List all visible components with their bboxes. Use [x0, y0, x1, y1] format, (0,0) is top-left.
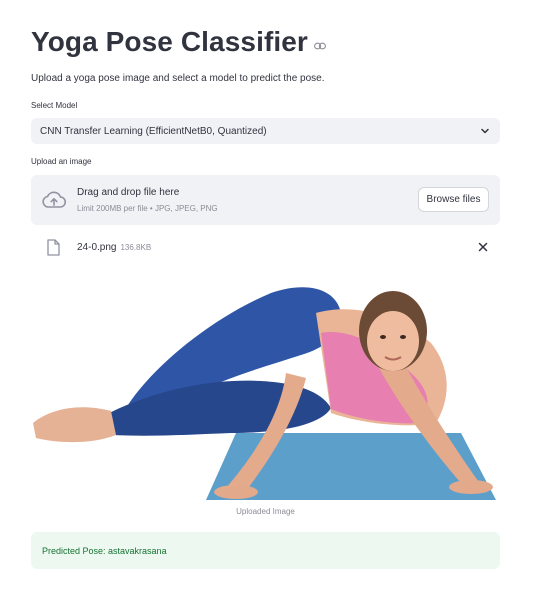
file-icon [47, 239, 60, 256]
dropzone-instructions: Drag and drop file here [77, 187, 180, 198]
right-hand [449, 480, 493, 494]
left-hand [214, 485, 258, 499]
yoga-pose-photo [31, 273, 500, 500]
prediction-text: Predicted Pose: astavakrasana [42, 545, 167, 556]
file-dropzone[interactable] [31, 175, 500, 225]
dropzone-limit: Limit 200MB per file • JPG, JPEG, PNG [77, 204, 218, 213]
chevron-down-icon [480, 126, 490, 136]
image-caption: Uploaded Image [236, 507, 295, 516]
page-description: Upload a yoga pose image and select a model to predict the pose. [31, 73, 325, 84]
cloud-upload-icon [41, 190, 67, 210]
file-name-text: 24-0.png [77, 242, 117, 253]
upload-label: Upload an image [31, 157, 92, 166]
prediction-result [31, 532, 500, 569]
uploaded-image [31, 273, 500, 500]
browse-files-button[interactable]: Browse files [418, 187, 489, 212]
model-select[interactable] [31, 118, 500, 144]
close-icon[interactable] [478, 242, 488, 252]
uploaded-file-name [77, 242, 151, 253]
face [367, 311, 419, 371]
uploaded-file-row [31, 238, 500, 258]
page-title: Yoga Pose Classifier [31, 26, 308, 57]
file-size: 136.8KB [120, 243, 152, 252]
link-icon[interactable] [314, 42, 326, 50]
model-select-value: CNN Transfer Learning (EfficientNetB0, Quantized) [40, 125, 267, 137]
select-model-label: Select Model [31, 101, 78, 110]
page-title-row [31, 26, 326, 58]
